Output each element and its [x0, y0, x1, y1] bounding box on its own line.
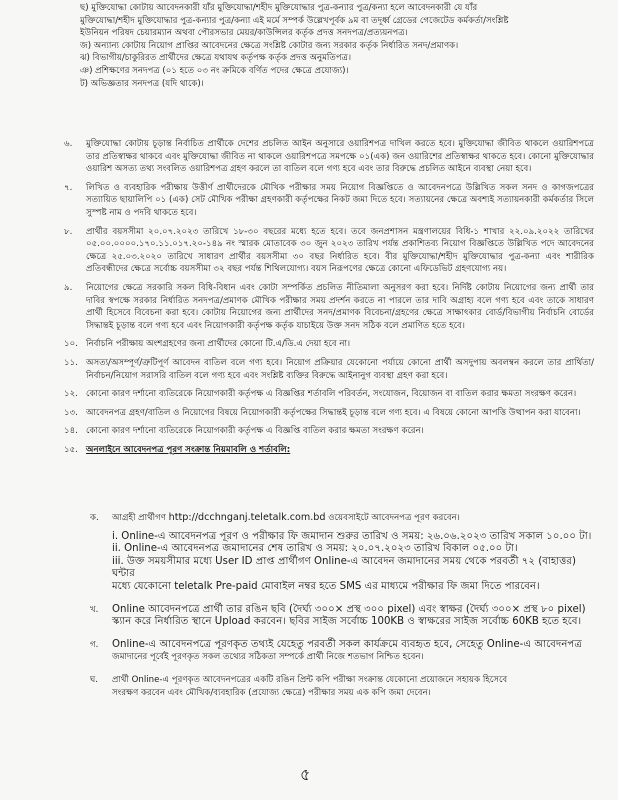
application-website-link[interactable]: http://dcchnganj.teletalk.com.bd [168, 512, 326, 523]
rule-row [90, 512, 596, 525]
start-date-line: i. Online-এ আবেদনপত্র পূরণ ও পরীক্ষার ফি জমাদান শুরুর তারিখ ও সময়: ২৬.০৬.২০২৩ তারিখ সকাল ১০.০০ টা। [112, 530, 592, 542]
rule-text: ওয়েবসাইটে আবেদনপত্র পূরণ করবেন। [328, 513, 460, 523]
condition-item [64, 407, 594, 420]
list-item: ইউনিয়ন পরিষদ চেয়ারম্যান অথবা পৌরসভার মেয়র/কাউন্সিলর কর্তৃক প্রদত্ত সনদপত্র/প্রত্যয়নপত্র। [80, 28, 408, 39]
data-accuracy-text-cont: জমাদানের পূর্বেই পূরণকৃত সকল তথ্যের সঠিকতা সম্পর্কে প্রার্থী নিজে শতভাগ নিশ্চিত হবেন। [112, 652, 424, 663]
photo-upload-text-cont: স্ক্যান করে নির্ধারিত স্থানে Upload করবেন। ছবির সাইজ সর্বোচ্চ 100KB ও স্বাক্ষরের সাইজ সর্বোচ্চ 60KB হতে হবে। [112, 616, 582, 628]
condition-item [64, 226, 594, 276]
item-text: প্রার্থীর বয়সসীমা ২০.০৭.২০২৩ তারিখে ১৮-৩০ বছরের মধ্যে হতে হবে। তবে জনপ্রশাসন মন্ত্রণালয়ের বিধি-১ শাখার ২২.০৯.২০২২ তারিখের ০৫.০০.০০০০.১৭০.১১.০১৭.২০-১৪৯ নং স্মারক মোতাবেক ৩০ জুন ২০২৩ তারিখ পর্যন্ত প্রকাশিতব্য নিয়োগ বিজ্ঞপ্তিতে উল্লিখিত পদে আবেদনের ক্ষেত্রে ২৫.০৩.২০২০ তারিখে সাধারণ প্রার্থীর বয়সসীমা ৩০ বছর নির্ধারিত হবে। বীর মুক্তিযোদ্ধা/শহীদ মুক্তিযোদ্ধার পুত্র-কন্যা এবং শারীরিক প্রতিবন্ধীদের ক্ষেত্রে সর্বোচ্চ বয়সসীমা ৩২ বছর পর্যন্ত শিথিলযোগ্য। বয়স নিরূপণের ক্ষেত্রে কোনো এফিডেভিট গ্রহণযোগ্য নয়। [86, 226, 594, 275]
item-number: ৮. [64, 226, 73, 237]
item-number: ৬. [64, 139, 73, 149]
printout-text: প্রার্থী Online-এ পূরণকৃত আবেদনপত্রের একটি রঙিন প্রিন্ট কপি পরীক্ষা সংক্রান্ত যেকোনো প্রয়োজনে সহায়ক হিসেবে [112, 674, 508, 685]
fee-payment-line-cont: মধ্যে যেকোনো teletalk Pre-paid মোবাইল নম্বর হতে SMS এর মাধ্যমে পরীক্ষার ফি জমা দিতে পারবেন। [112, 580, 540, 592]
condition-item [64, 182, 594, 220]
item-number: ১৪. [64, 426, 78, 437]
rule-label: ঘ. [90, 674, 99, 685]
list-item: মুক্তিযোদ্ধা/শহীদ মুক্তিযোদ্ধার পুত্র-কন্যার পুত্র/কন্যা এই মর্মে সম্পর্ক উল্লেখপূর্বক ৯ম বা তদূর্ধ্ব গ্রেডের গেজেটেড কর্মকর্তা/সংশ্লিষ্ট [80, 15, 509, 26]
page-number: ৫ [300, 765, 311, 784]
item-text: কোনো কারণ দর্শানো ব্যতিরেকে নিয়োগকারী কর্তৃপক্ষ এ বিজ্ঞপ্তির শর্তাবলি পরিবর্তন, সংযোজন, বিয়োজন বা বাতিল করার ক্ষমতা সংরক্ষণ করেন। [86, 389, 577, 400]
rule-label: গ. [90, 639, 99, 650]
rule-label: খ. [90, 604, 99, 615]
section-heading: অনলাইনে আবেদনপত্র পূরণ সংক্রান্ত নিয়মাবলি ও শর্তাবলি: [86, 444, 291, 455]
item-text: নিয়োগের ক্ষেত্রে সরকারি সকল বিধি-বিধান এবং কোটা সম্পর্কিত প্রচলিত নীতিমালা অনুসরণ করা হবে। নির্দিষ্ট কোটায় নিয়োগের জন্য প্রার্থী তার দাবির স্বপক্ষে সরকার নির্ধারিত সনদপত্র/প্রমাণক মৌখিক পরীক্ষার সময় প্রদর্শন করতে না পারলে তার দাবি অগ্রাহ্য বলে গণ্য হবে এবং তাকে সাধারণ প্রার্থী হিসেবে বিবেচনা করা হবে। কোটায় নিয়োগের জন্য প্রার্থীদের সনদ/প্রমাণক বিবেচনা/গ্রহণের ক্ষেত্রে সাক্ষাৎকার বোর্ড/বিভাগীয় নির্বাচনি বোর্ডের সিদ্ধান্তই চূড়ান্ত বলে গণ্য হবে এবং নিয়োগকারী কর্তৃপক্ষ কর্তৃক যাচাইয়ে উক্ত সনদ সঠিক বলে প্রমাণিত হতে হবে। [86, 282, 594, 331]
rule-row [90, 639, 596, 664]
item-number: ১২. [64, 389, 78, 400]
condition-item [64, 425, 594, 438]
item-number: ১১. [64, 357, 78, 368]
condition-item [64, 444, 594, 457]
condition-item [64, 282, 594, 332]
rule-label: ক. [90, 513, 99, 523]
list-item: ট) অভিজ্ঞতার সনদপত্র (যদি থাকে)। [80, 78, 204, 89]
document-list-continued [80, 2, 586, 90]
item-text: নির্বাচনি পরীক্ষায় অংশগ্রহণের জন্য প্রার্থীদের কোনো টি.এ/ডি.এ দেয়া হবে না। [86, 339, 351, 350]
item-text: লিখিত ও ব্যবহারিক পরীক্ষায় উত্তীর্ণ প্রার্থীদেরকে মৌখিক পরীক্ষার সময় নিয়োগ বিজ্ঞপ্তিতে ও আবেদনপত্রে উল্লিখিত সকল সনদ ও কাগজপত্রের সত্যায়িত ছায়ালিপি ০১ (এক) সেট মৌখিক পরীক্ষা গ্রহণকারী কর্তৃপক্ষের নিকট জমা দিতে হবে। সত্যায়নের ক্ষেত্রে অবশ্যই সত্যায়নকারী কর্মকর্তার সিলে সুস্পষ্ট নাম ও পদবি থাকতে হবে। [86, 182, 594, 218]
rule-row [90, 604, 596, 629]
rule-text: আগ্রহী প্রার্থীগণ [112, 513, 166, 523]
list-item: জ) অন্যান্য কোটায় নিয়োগ প্রাপ্তির আবেদনের ক্ষেত্রে সংশ্লিষ্ট কোটার জন্য সরকার কর্তৃক নির্ধারিত সনদ/প্রমাণক। [80, 40, 459, 51]
online-application-rules [90, 512, 596, 699]
data-accuracy-text: Online-এ আবেদনপত্রে পূরণকৃত তথ্যই যেহেতু পরবর্তী সকল কার্যক্রমে ব্যবহৃত হবে, সেহেতু Online-এ আবেদনপত্র [112, 638, 582, 650]
list-item: ঝ) বিভাগীয়/চাকুরিরত প্রার্থীদের ক্ষেত্রে যথাযথ কর্তৃপক্ষ কর্তৃক প্রদত্ত অনুমতিপত্র। [80, 53, 352, 64]
condition-item [64, 138, 594, 176]
item-number: ১০. [64, 339, 78, 350]
list-item: ছ) মুক্তিযোদ্ধা কোটায় আবেদনকারী যাঁর মুক্তিযোদ্ধা/শহীদ মুক্তিযোদ্ধার পুত্র-কন্যার পুত্র/কন্যা হলে আবেদনকারী যে যাঁর [80, 3, 478, 13]
condition-item [64, 357, 594, 382]
list-item: ঞ) প্রশিক্ষণের সনদপত্র (০১ হতে ০৩ নং ক্রমিকে বর্ণিত পদের ক্ষেত্রে প্রযোজ্য)। [80, 65, 349, 76]
fee-payment-line: iii. উক্ত সময়সীমার মধ্যে User ID প্রাপ্ত প্রার্থীগণ Online-এ আবেদন জমাদানের সময় থেকে পরবর্তী ৭২ (বাহাত্তর) ঘন্টার [112, 555, 576, 580]
numbered-conditions [64, 138, 594, 458]
condition-item [64, 338, 594, 351]
item-number: ১৩. [64, 407, 78, 418]
item-text: অসত্য/অসম্পূর্ণ/ত্রুটিপূর্ণ আবেদন বাতিল বলে গণ্য হবে। নিয়োগ প্রক্রিয়ার যেকোনো পর্যায়ে কোনো প্রার্থী অসদুপায় অবলম্বন করলে তার প্রার্থিতা/নির্বাচন/নিয়োগ সরাসরি বাতিল বলে গণ্য হবে এবং সংশ্লিষ্ট ব্যক্তির বিরুদ্ধে আইনানুগ ব্যবস্থা গ্রহণ করা হবে। [86, 357, 594, 381]
item-number: ৯. [64, 282, 73, 293]
condition-item [64, 388, 594, 401]
photo-upload-text: Online আবেদনপত্রে প্রার্থী তার রঙিন ছবি (দৈর্ঘ্য ৩০০× প্রস্থ ৩০০ pixel) এবং স্বাক্ষর (দৈর্ঘ্য ৩০০× প্রস্থ ৮০ pixel) [112, 603, 586, 615]
item-text: আবেদনপত্র গ্রহণ/বাতিল ও নিয়োগের বিষয়ে নিয়োগকারী কর্তৃপক্ষের সিদ্ধান্তই চূড়ান্ত বলে গণ্য হবে। এ বিষয়ে কোনো আপত্তি উত্থাপন করা যাবেনা। [86, 407, 581, 418]
item-text: কোনো কারণ দর্শানো ব্যতিরেকে নিয়োগকারী কর্তৃপক্ষ এ বিজ্ঞপ্তি বাতিল করার ক্ষমতা সংরক্ষণ করেন। [86, 426, 424, 437]
end-date-line: ii. Online-এ আবেদনপত্র জমাদানের শেষ তারিখ ও সময়: ২০.০৭.২০২৩ তারিখ বিকাল ০৫.০০ টা। [112, 543, 518, 555]
rule-row [90, 674, 596, 699]
printout-text-cont: সংরক্ষণ করবেন এবং মৌখিক/ব্যবহারিক (প্রযোজ্য ক্ষেত্রে) পরীক্ষার সময় এক কপি জমা দেবেন। [112, 687, 431, 698]
item-text: মুক্তিযোদ্ধা কোটায় চূড়ান্ত নির্বাচিত প্রার্থীকে দেশের প্রচলিত আইন অনুসারে ওয়ারিশপত্র দাখিল করতে হবে। মুক্তিযোদ্ধা জীবিত থাকলে ওয়ারিশপত্রে তার প্রতিস্বাক্ষর থাকবে এবং মুক্তিযোদ্ধা জীবিত না থাকলে ওয়ারিশপত্রে সমপক্ষে ০১(এক) জন ওয়ারিশের প্রতিস্বাক্ষর থাকতে হবে। কোনো মুক্তিযোদ্ধার ওয়ারিশ অসত্য তথ্য সংবলিত ওয়ারিশপত্র গ্রহণ করলে তা বাতিল বলে গণ্য হবে এবং তার বিরুদ্ধে প্রচলিত আইনে ব্যবস্থা নেয়া হবে। [86, 139, 594, 175]
item-number: ১৫. [64, 444, 78, 455]
item-number: ৭. [64, 182, 73, 193]
